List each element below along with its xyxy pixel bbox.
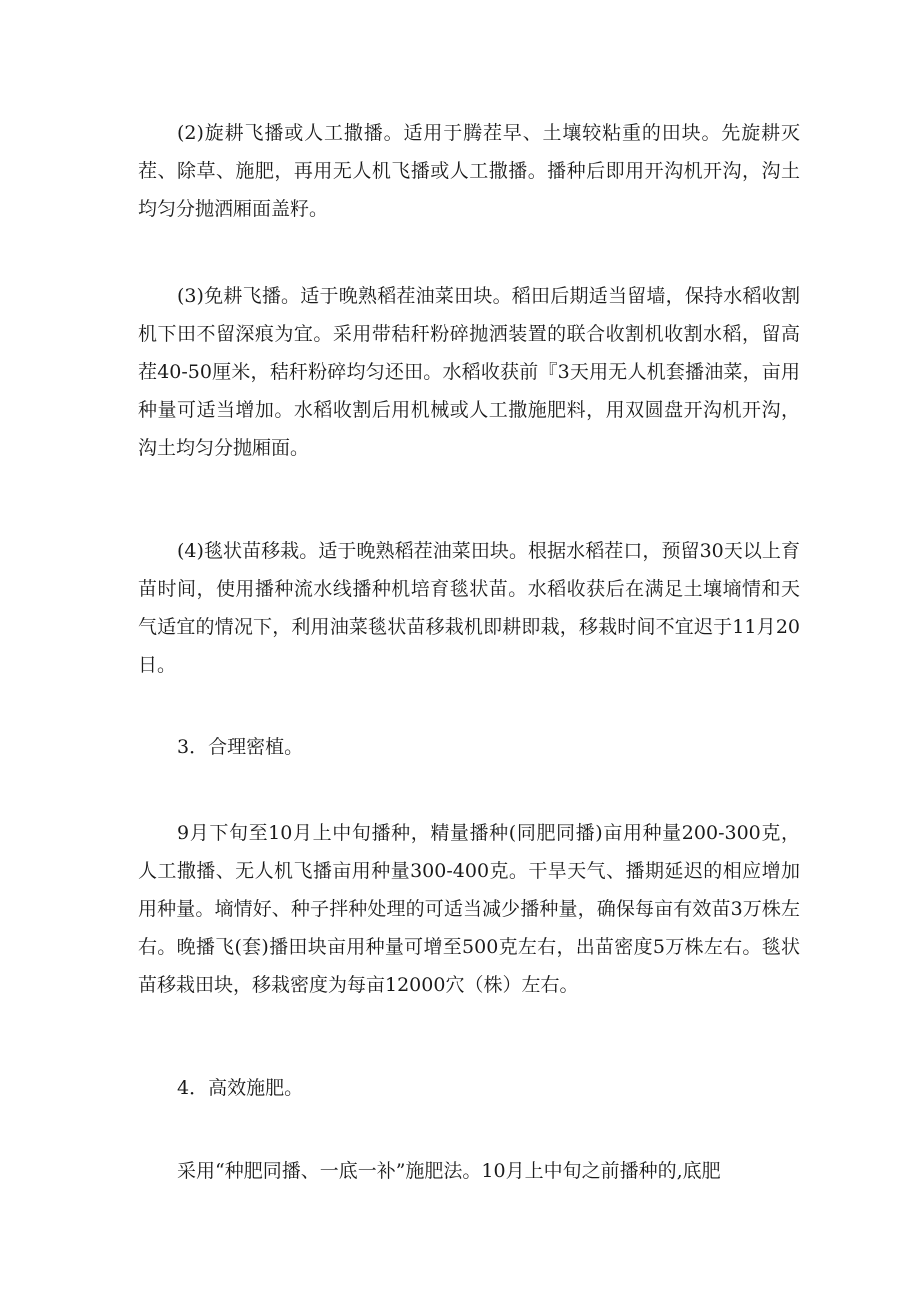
paragraph-rotary-tillage: (2)旋耕飞播或人工撒播。适用于腾茬早、土壤较粘重的田块。先旋耕灭茬、除草、施肥，再用无人机飞播或人工撒播。播种后即用开沟机开沟，沟土均匀分抛洒厢面盖籽。 [138, 122, 800, 220]
paragraph-fertilization-method: 采用“种肥同播、一底一补”施肥法。10月上中旬之前播种的,底肥 [177, 1160, 721, 1182]
section-heading-dense-planting: 3．合理密植。 [177, 736, 304, 758]
section-heading-fertilization: 4．高效施肥。 [177, 1077, 304, 1099]
paragraph-no-till-aerial-seeding: (3)免耕飞播。适于晚熟稻茬油菜田块。稻田后期适当留墙，保持水稻收割机下田不留深痕为宜。采用带秸秆粉碎抛洒装置的联合收割机收割水稻，留高茬40-50厘米，秸秆粉碎均匀还田。水稻收获前『3天用无人机套播油菜，亩用种量可适当增加。水稻收割后用机械或人工撒施肥料，用双圆盘开沟机开沟，沟土均匀分抛厢面。 [138, 285, 800, 459]
paragraph-blanket-seedling-transplant: (4)毯状苗移栽。适于晚熟稻茬油菜田块。根据水稻茬口，预留30天以上育苗时间，使用播种流水线播种机培育毯状苗。水稻收获后在满足土壤墒情和天气适宜的情况下，利用油菜毯状苗移栽机即耕即栽，移栽时间不宜迟于11月20日。 [138, 540, 800, 676]
paragraph-seeding-rate: 9月下旬至10月上中旬播种，精量播种(同肥同播)亩用种量200-300克，人工撒播、无人机飞播亩用种量300-400克。干旱天气、播期延迟的相应增加用种量。墒情好、种子拌种处理的可适当减少播种量，确保每亩有效苗3万株左右。晚播飞(套)播田块亩用种量可增至500克左右，出苗密度5万株左右。毯状苗移栽田块，移栽密度为每亩12000穴（株）左右。 [138, 822, 800, 996]
